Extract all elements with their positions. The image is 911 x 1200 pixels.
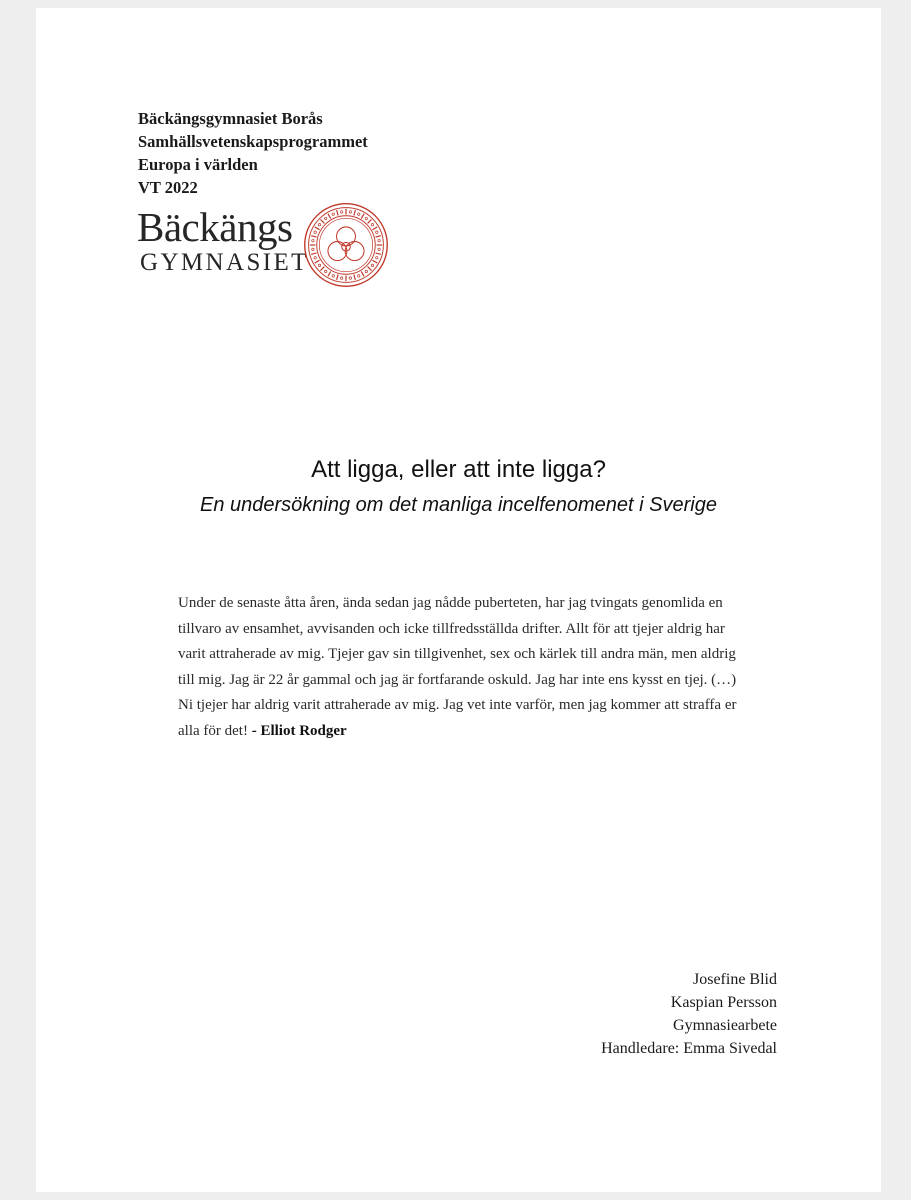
quote-author: - Elliot Rodger (251, 722, 347, 739)
author-2: Kaspian Persson (670, 994, 777, 1011)
program-name: Samhällsvetenskapsprogrammet (138, 132, 368, 151)
school-logo (137, 204, 397, 294)
document-title: Att ligga, eller att inte ligga? (311, 456, 606, 483)
document-page (36, 8, 881, 1192)
school-seal-icon (303, 202, 389, 288)
logo-wordmark: Bäckängs (137, 204, 293, 250)
author-block (601, 968, 777, 1060)
logo-submark: GYMNASIET (140, 249, 309, 276)
document-subtitle: En undersökning om det manliga incelfenomenet i Sverige (200, 494, 717, 516)
school-header (138, 107, 368, 199)
work-type: Gymnasiearbete (673, 1017, 777, 1034)
author-1: Josefine Blid (693, 971, 777, 988)
course-name: Europa i världen (138, 155, 258, 174)
quote-text: Under de senaste åtta åren, ända sedan jag nådde puberteten, har jag tvingats genomlida en tillvaro av ensamhet, avvisanden och icke tillfredsställda drifter. Allt för att tjejer aldrig har varit attraherade av mig. Tjejer gav sin tillgivenhet, sex och kärlek till andra män, men aldrig till mig. Jag är 22 år gammal och jag är fortfarande oskuld. Jag har inte ens kysst en tjej. (…) Ni tjejer har aldrig varit attraherade av mig. Jag vet inte varför, men jag kommer att straffa er alla för det! (178, 595, 737, 739)
term: VT 2022 (138, 178, 198, 197)
school-name: Bäckängsgymnasiet Borås (138, 109, 323, 128)
epigraph-quote (178, 591, 753, 744)
supervisor: Handledare: Emma Sivedal (601, 1040, 777, 1057)
